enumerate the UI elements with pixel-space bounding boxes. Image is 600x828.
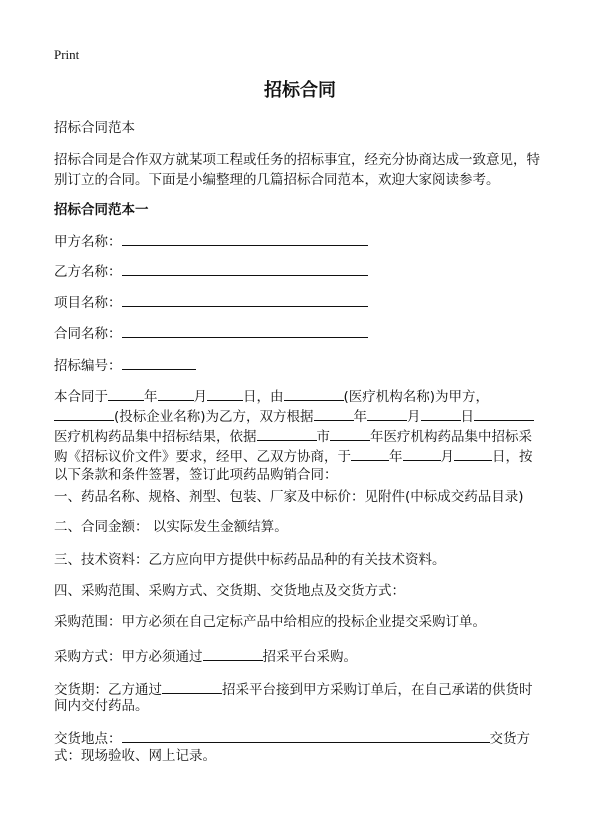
field-bid-no [54,354,196,376]
t: 年医疗机构药品集中招标采 [370,429,532,445]
blank [421,405,461,421]
blank [162,678,222,694]
t: 月 [440,449,454,465]
blank [122,291,368,307]
field-project [54,291,368,313]
para-line-2 [54,405,534,427]
para-line-5: 以下条款和条件签署，签订此项药品购销合同： [54,467,338,483]
t: 年 [389,449,403,465]
t: 医疗机构药品集中招标结果，依据 [54,429,257,445]
subtitle: 招标合同范本 [54,120,135,136]
t: 年 [144,389,158,405]
field-contract [54,322,368,344]
blank [54,405,114,421]
purchase-method [54,645,357,667]
t: (投标企业名称)为乙方，双方根据 [114,409,314,425]
t: 购《招标议价文件》要求，经甲、乙双方协商，于 [54,449,351,465]
clause-3: 三、技术资料：乙方应向甲方提供中标药品品种的有关技术资料。 [54,552,446,568]
t: 本合同于 [54,389,108,405]
section-heading: 招标合同范本一 [54,202,149,218]
clause-1: 一、药品名称、规格、剂型、包装、厂家及中标价：见附件(中标成交药品目录) [54,489,524,505]
clause-2: 二、合同金额： 以实际发生金额结算。 [54,519,288,535]
blank [122,727,490,743]
t: 交货地点： [54,731,122,747]
blank [207,385,243,401]
t: 交货期：乙方通过 [54,682,162,698]
blank [454,445,492,461]
field-party-a [54,230,368,252]
blank [122,230,368,246]
page-title: 招标合同 [264,80,336,101]
clause-4: 四、采购范围、采购方式、交货期、交货地点及交货方式： [54,583,405,599]
t: 年 [353,409,368,425]
label: 项目名称： [54,295,122,311]
blank [351,445,389,461]
delivery-place-2: 式：现场验收、网上记录。 [54,748,216,764]
blank [108,385,144,401]
blank [330,425,370,441]
t: 采购方式：甲方必须通过 [54,649,203,665]
blank [284,385,344,401]
t: 交货方 [489,731,530,747]
blank [403,445,441,461]
blank [122,322,368,338]
intro-line-2: 别订立的合同。下面是小编整理的几篇招标合同范本，欢迎大家阅读参考。 [54,172,500,188]
print-link[interactable]: Print [54,47,80,62]
field-party-b [54,260,368,282]
t: 招采平台接到甲方采购订单后，在自己承诺的供货时 [222,682,533,698]
para-line-3 [54,425,532,447]
blank [474,405,534,421]
t: 招采平台采购。 [262,649,357,665]
blank [203,645,263,661]
blank [158,385,194,401]
label: 合同名称： [54,326,122,342]
t: (医疗机构名称)为甲方， [343,389,490,405]
intro-line-1: 招标合同是合作双方就某项工程或任务的招标事宜，经充分协商达成一致意见，特 [54,152,540,168]
purchase-scope: 采购范围：甲方必须在自己定标产品中给相应的投标企业提交采购订单。 [54,614,486,630]
label: 招标编号： [54,358,122,374]
t: 月 [407,409,421,425]
t: 日 [460,409,475,425]
t: 月 [193,389,207,405]
blank [257,425,317,441]
delivery-period-2: 间内交付药品。 [54,698,149,714]
t: 日，按 [492,449,533,465]
blank [122,354,196,370]
blank [367,405,407,421]
t: 市 [316,429,330,445]
t: 日，由 [243,389,284,405]
blank [122,260,368,276]
blank [314,405,354,421]
label: 乙方名称： [54,264,122,280]
label: 甲方名称： [54,234,122,250]
para-line-1 [54,385,489,407]
para-line-4 [54,445,533,467]
